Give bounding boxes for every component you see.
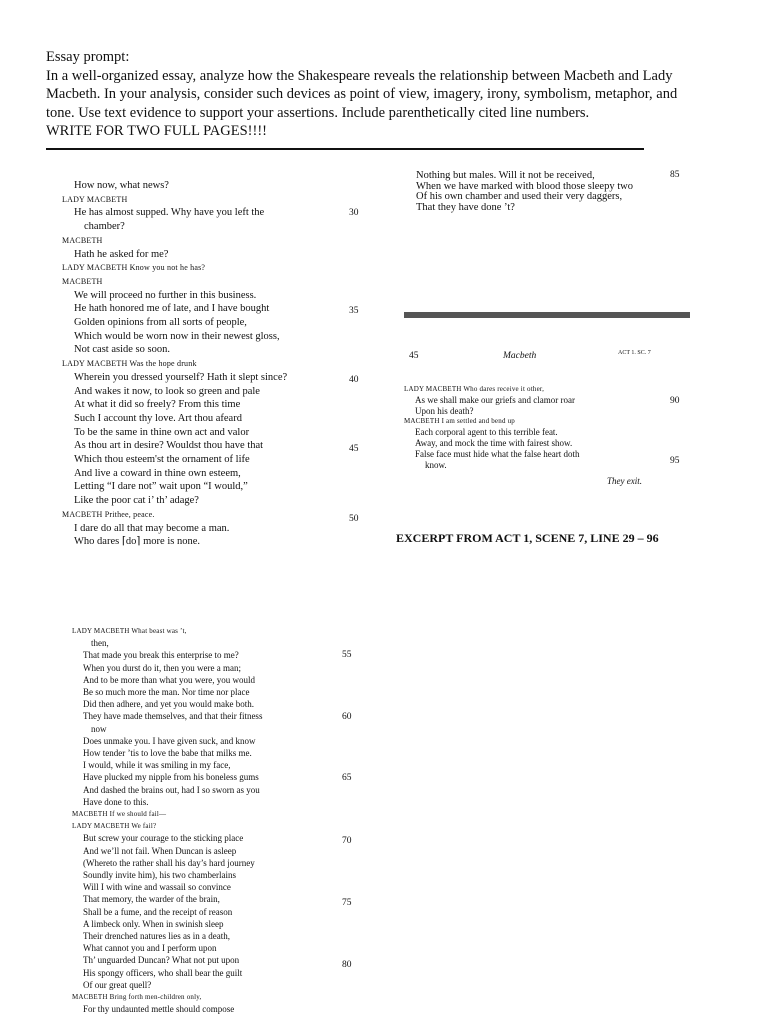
excerpt-column-4 bbox=[72, 626, 372, 1024]
verse-line: He has almost supped. Why have you left the bbox=[74, 207, 265, 219]
verse-line: For thy undaunted mettle should compose bbox=[83, 1004, 235, 1015]
speaker-line: LADY MACBETH Who dares receive it other, bbox=[404, 385, 545, 393]
line-number: 35 bbox=[349, 306, 359, 316]
line-numbers-column-3 bbox=[670, 384, 690, 484]
verse-line: Will I with wine and wassail so convince bbox=[83, 882, 231, 893]
verse-line: And live a coward in thine own esteem, bbox=[74, 467, 241, 479]
verse-line: Of his own chamber and used their very daggers, bbox=[416, 191, 623, 202]
line-number: 30 bbox=[349, 208, 359, 218]
verse-line: Who dares ⌈do⌉ more is none. bbox=[74, 536, 200, 548]
verse-line: Soundly invite him), his two chamberlains bbox=[83, 870, 236, 880]
line-numbers-column-4 bbox=[342, 626, 366, 1006]
excerpt-column-2 bbox=[416, 170, 656, 220]
speaker-line: MACBETH Bring forth men-children only, bbox=[72, 993, 202, 1001]
line-number: 70 bbox=[342, 836, 352, 846]
line-number: 80 bbox=[342, 960, 352, 970]
page-title: Macbeth bbox=[503, 351, 537, 361]
line-numbers-column-1 bbox=[349, 180, 373, 560]
verse-line: Each corporal agent to this terrible feat. bbox=[415, 427, 558, 438]
verse-line: Hath he asked for me? bbox=[74, 248, 169, 260]
verse-line: To be the same in thine own act and valor bbox=[74, 426, 250, 438]
speaker-line: MACBETH Prithee, peace. bbox=[62, 509, 155, 519]
verse-line: Golden opinions from all sorts of people, bbox=[74, 317, 247, 328]
verse-line: And dashed the brains out, had I so sworn as you bbox=[83, 784, 260, 795]
line-number: 85 bbox=[670, 170, 680, 180]
verse-line: Which would be worn now in their newest gloss, bbox=[74, 330, 280, 342]
line-number: 90 bbox=[670, 396, 680, 406]
verse-line: Away, and mock the time with fairest show. bbox=[415, 438, 573, 448]
excerpt-caption: EXCERPT FROM ACT 1, SCENE 7, LINE 29 – 96 bbox=[396, 531, 659, 545]
verse-line: Like the poor cat i’ th’ adage? bbox=[74, 495, 199, 507]
prompt-line: tone. Use text evidence to support your assertions. Include parenthetically cited line numbers. bbox=[46, 104, 590, 121]
speaker-line: LADY MACBETH Know you not he has? bbox=[62, 263, 206, 273]
verse-line: How tender ’tis to love the babe that milks me. bbox=[83, 748, 252, 758]
verse-line: And wakes it now, to look so green and pale bbox=[74, 385, 260, 397]
verse-line: And we’ll not fail. When Duncan is asleep bbox=[83, 845, 237, 856]
verse-line: When we have marked with blood those sleepy two bbox=[416, 180, 633, 192]
verse-line: then, bbox=[91, 638, 109, 649]
speaker-line: MACBETH bbox=[62, 235, 103, 245]
prompt-emphasis: WRITE FOR TWO FULL PAGES!!!! bbox=[46, 123, 267, 139]
verse-line: At what it did so freely? From this time bbox=[74, 399, 241, 411]
verse-line: He hath honored me of late, and I have bought bbox=[74, 303, 270, 315]
verse-line: now bbox=[91, 723, 107, 734]
verse-line: And to be more than what you were, you would bbox=[83, 674, 255, 685]
verse-line: As we shall make our griefs and clamor roar bbox=[415, 394, 575, 405]
verse-line: Which thou esteem'st the ornament of life bbox=[74, 454, 250, 465]
prompt-heading: Essay prompt: bbox=[46, 49, 130, 65]
verse-line: Did then adhere, and yet you would make both. bbox=[83, 699, 254, 710]
line-number: 95 bbox=[670, 456, 680, 466]
verse-line: A limbeck only. When in swinish sleep bbox=[83, 918, 224, 929]
verse-line: Does unmake you. I have given suck, and know bbox=[83, 735, 256, 746]
page-divider bbox=[404, 312, 690, 318]
verse-line: That made you break this enterprise to me? bbox=[83, 650, 239, 661]
line-numbers-column-2 bbox=[670, 170, 690, 190]
page-number: 45 bbox=[409, 351, 419, 361]
stage-direction: They exit. bbox=[607, 476, 642, 487]
prompt-line: Macbeth. In your analysis, consider such devices as point of view, imagery, irony, symbolism, metaphor, and bbox=[46, 86, 678, 102]
verse-line: know. bbox=[425, 459, 447, 470]
verse-line: When you durst do it, then you were a man; bbox=[83, 662, 241, 673]
line-number: 45 bbox=[349, 444, 359, 454]
verse-line: That they have done ’t? bbox=[416, 201, 515, 213]
essay-prompt bbox=[46, 48, 726, 141]
verse-line: False face must hide what the false heart doth bbox=[415, 448, 580, 459]
line-number: 50 bbox=[349, 514, 359, 524]
verse-line: But screw your courage to the sticking place bbox=[83, 833, 244, 844]
verse-line: As thou art in desire? Wouldst thou have that bbox=[74, 440, 264, 452]
verse-line: Their drenched natures lies as in a death, bbox=[83, 931, 230, 941]
verse-line: Have plucked my nipple from his boneless gums bbox=[83, 772, 259, 783]
line-number: 65 bbox=[342, 773, 352, 783]
verse-line: Letting “I dare not” wait upon “I would,” bbox=[74, 481, 248, 493]
speaker-line: LADY MACBETH What beast was ’t, bbox=[72, 627, 187, 635]
verse-line: I would, while it was smiling in my face, bbox=[83, 760, 231, 771]
verse-line: I dare do all that may become a man. bbox=[74, 522, 230, 534]
speaker-line: MACBETH If we should fail— bbox=[72, 810, 167, 818]
speaker-line: LADY MACBETH We fail? bbox=[72, 822, 157, 831]
prompt-line: In a well-organized essay, analyze how the Shakespeare reveals the relationship between Macbeth and Lady bbox=[46, 67, 673, 84]
act-scene: ACT 1. SC. 7 bbox=[618, 350, 651, 356]
speaker-line: MACBETH I am settled and bend up bbox=[404, 417, 515, 426]
verse-line: We will proceed no further in this business. bbox=[74, 289, 257, 301]
verse-line: (Whereto the rather shall his day’s hard journey bbox=[83, 857, 255, 868]
verse-line: Not cast aside so soon. bbox=[74, 344, 170, 356]
verse-line: chamber? bbox=[84, 221, 125, 233]
verse-line: Th’ unguarded Duncan? What not put upon bbox=[83, 955, 240, 966]
speaker-line: LADY MACBETH Was the hope drunk bbox=[62, 359, 197, 369]
excerpt-column-3 bbox=[404, 384, 664, 494]
line-number: 75 bbox=[342, 898, 352, 908]
verse-line: Upon his death? bbox=[415, 405, 474, 416]
verse-line: They have made themselves, and that their fitness bbox=[83, 711, 263, 722]
speaker-line: LADY MACBETH bbox=[62, 194, 128, 204]
verse-line: Have done to this. bbox=[83, 796, 149, 807]
verse-line: What cannot you and I perform upon bbox=[83, 943, 217, 954]
excerpt-column-1 bbox=[62, 180, 382, 560]
verse-line: Wherein you dressed yourself? Hath it slept since? bbox=[74, 371, 288, 383]
verse-line: Nothing but males. Will it not be received, bbox=[416, 170, 595, 181]
line-number: 55 bbox=[342, 650, 352, 660]
line-number: 60 bbox=[342, 712, 352, 722]
speaker-line: MACBETH bbox=[62, 276, 103, 286]
verse-line: Such I account thy love. Art thou afeard bbox=[74, 412, 242, 424]
verse-line: Shall be a fume, and the receipt of reason bbox=[83, 906, 233, 917]
verse-line: Of our great quell? bbox=[83, 979, 152, 990]
verse-line: How now, what news? bbox=[74, 180, 169, 191]
verse-line: Be so much more the man. Nor time nor place bbox=[83, 687, 250, 697]
verse-line: His spongy officers, who shall bear the guilt bbox=[83, 967, 243, 978]
verse-line: That memory, the warder of the brain, bbox=[83, 894, 220, 905]
horizontal-rule bbox=[46, 148, 644, 150]
line-number: 40 bbox=[349, 375, 359, 385]
